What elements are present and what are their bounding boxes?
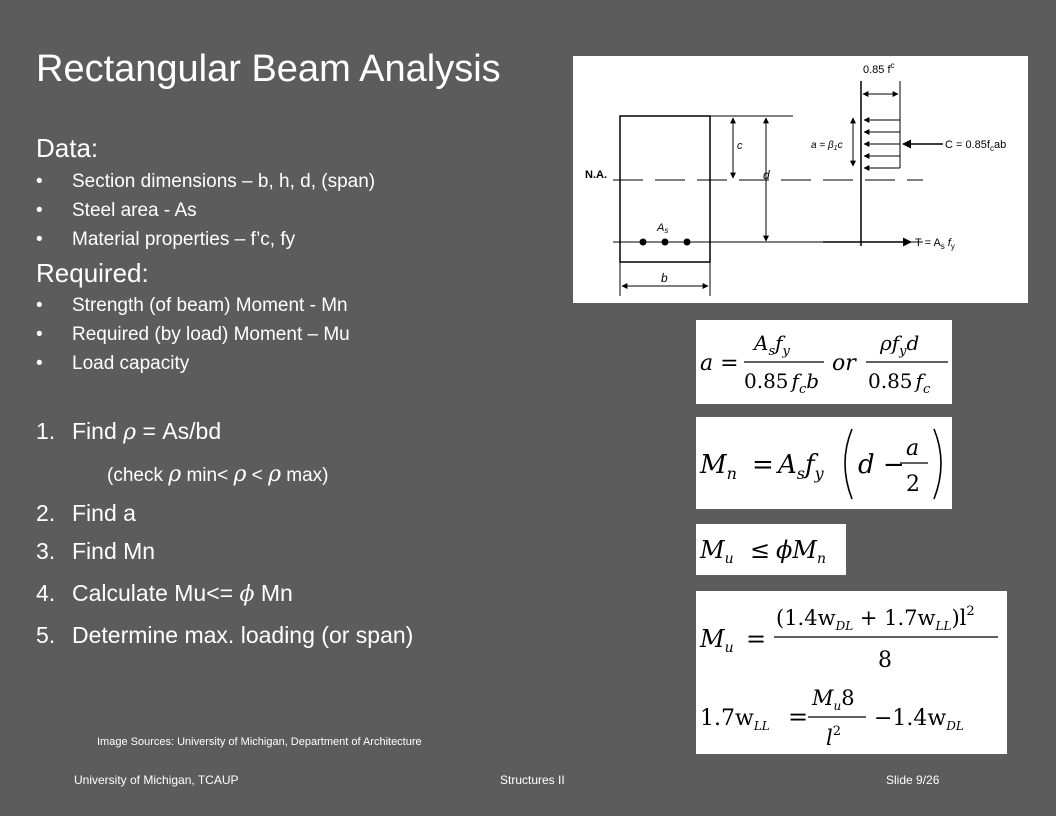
equation-factored-moment (696, 591, 1007, 754)
eq5-equals: = (788, 703, 809, 731)
eq1-den1: 0.85 $f_cb$ (744, 369, 820, 397)
d-label: d (763, 168, 770, 182)
a-label: $a = \beta_1c$ (811, 140, 843, 152)
rho-symbol: ρ (123, 420, 137, 445)
eq1-lhs: a = (700, 351, 739, 376)
footer-slide-number: Slide 9/26 (886, 773, 940, 787)
equation-factored-moment-svg (696, 591, 1007, 754)
085fc-label: 0.85 $f^c$ (863, 61, 895, 76)
equation-nominal-moment (696, 417, 952, 509)
step-3: 3. Find Mn (36, 538, 156, 564)
tension-label: $T = A_s$ $f_y$ (915, 237, 955, 251)
rebar-dot (640, 239, 647, 246)
step-5: 5. Determine max. loading (or span) (36, 622, 414, 648)
equation-moment-check-svg (696, 524, 846, 575)
equation-depth-a (696, 320, 952, 404)
required-bullet: • Strength (of beam) Moment - Mn (36, 291, 350, 320)
eq2-frac-num: a (906, 436, 920, 461)
eq4-lhs: $M_u$ (700, 625, 734, 656)
na-label: N.A. (585, 169, 607, 181)
data-bullet: • Steel area - As (36, 196, 375, 225)
eq3-op: ≤ (750, 536, 771, 564)
eq2-right-paren (934, 429, 941, 499)
required-bullet: • Load capacity (36, 349, 350, 378)
slide-title: Rectangular Beam Analysis (36, 48, 501, 90)
equation-nominal-moment-svg (696, 417, 952, 509)
data-heading: Data: (36, 133, 99, 163)
rebar-dot (684, 239, 691, 246)
eq2-frac-den: 2 (906, 472, 920, 497)
image-sources-credit: Image Sources: University of Michigan, Department of Architecture (97, 736, 422, 748)
c-label: c (737, 140, 743, 152)
required-bullet: • Required (by load) Moment – Mu (36, 320, 350, 349)
eq2-equals: = (752, 450, 774, 480)
footer-left: University of Michigan, TCAUP (74, 773, 239, 787)
steps-list (36, 0, 636, 700)
b-label: b (661, 271, 668, 285)
phi-symbol: ϕ (239, 582, 255, 607)
eq1-or: or (832, 351, 856, 376)
step-1: 1. Find ρ = As/bd (36, 418, 222, 445)
rebar-dot (662, 239, 669, 246)
rho-check-note: (check ρ min< ρ < ρ max) (107, 462, 329, 487)
step-4: 4. Calculate Mu<= ϕ Mn (36, 580, 293, 607)
data-bullet: • Section dimensions – b, h, d, (span) (36, 167, 375, 196)
eq4-num: $(1.4w_{DL} + 1.7w_{LL})l^2$ (776, 604, 975, 633)
eq4-den: 8 (878, 648, 892, 673)
beam-diagram (573, 56, 1028, 303)
as-label: As (657, 222, 669, 235)
equation-moment-check (696, 524, 846, 575)
eq1-den2: 0.85 $f_c$ (868, 369, 931, 397)
required-heading: Required: (36, 258, 149, 288)
equation-depth-a-svg (696, 320, 952, 404)
eq5-lhs: $1.7w_{LL}$ (700, 706, 770, 733)
footer-center: Structures II (500, 773, 565, 787)
data-bullet: • Material properties – f’c, fy (36, 225, 375, 254)
beam-diagram-svg (573, 56, 1028, 303)
eq3-lhs: $M_u$ (700, 536, 734, 567)
eq5-num: $M_u8$ (812, 686, 855, 713)
compression-label: $C = 0.85f_cab$ (945, 139, 1007, 153)
eq1-num2: $\rho f_yd$ (880, 331, 920, 359)
eq2-d: d − (858, 450, 905, 480)
eq2-rhs: $A_sf_y$ (778, 450, 824, 483)
eq5-den: $l^2$ (826, 724, 841, 750)
eq1-num1: $A_sf_y$ (754, 331, 790, 359)
step-2: 2. Find a (36, 500, 136, 526)
eq2-lhs: $M_n$ (700, 450, 737, 483)
eq4-equals: = (746, 625, 767, 653)
eq5-tail: $-1.4w_{DL}$ (874, 706, 964, 733)
eq2-left-paren (845, 429, 852, 499)
eq3-rhs: $\phi M_n$ (776, 536, 826, 567)
